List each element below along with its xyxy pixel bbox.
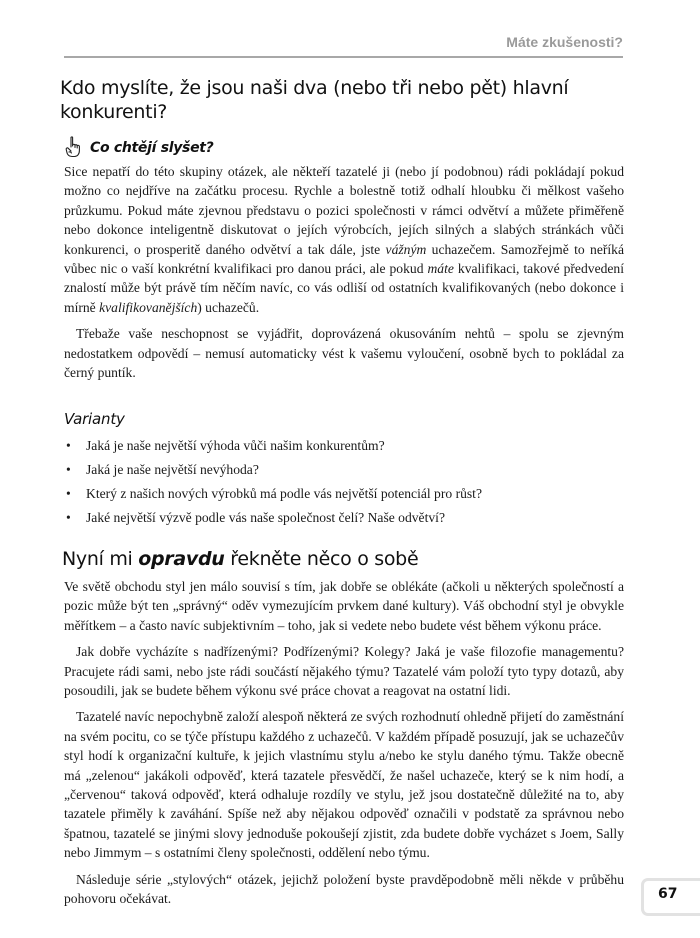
section-heading (62, 547, 624, 571)
paragraph (64, 162, 624, 317)
text-run: ) uchazečů. (197, 299, 260, 315)
emphasis: kvalifikovanějších (99, 299, 198, 315)
variants-list (64, 436, 624, 527)
header-rule (64, 56, 623, 58)
page-body (60, 76, 625, 915)
running-header-title: Máte zkušenosti? (506, 34, 623, 50)
emphasis: vážným (385, 241, 427, 257)
paragraph: Jak dobře vycházíte s nadřízenými? Podřízenými? Kolegy? Jaká je vaše filozofie managementu? Pracujete rádi sami, nebo jste rádi součástí nějakého týmu? Tazatelé vám položí tyto typy dotazů, aby posoudili, jak se budete během výkonu své práce chovat a reagovat na ostatní lidi. (64, 644, 624, 698)
paragraph: Třebaže vaše neschopnost se vyjádřit, doprovázená okusováním nehtů – spolu se zjevným nedostatkem odpovědí – nemusí automaticky vést k vašemu vyloučení, osobně bych to pokládal za černý puntík. (64, 326, 624, 381)
text-run: kvalifikaci, takové předvedení znalostí může být právě tím něčím navíc, co vás odliší od ostatních kvalifikovaných (nebo dokonce i mírně (64, 261, 625, 315)
text-run: uchazečem. Samozřejmě to neříká vůbec nic o vaší konkrétní kvalifikaci pro danou práci, ale pokud (64, 241, 624, 277)
hint-label: Co chtějí slyšet? (90, 139, 214, 156)
paragraph: Tazatelé navíc nepochybně založí alespoň některá ze svých rozhodnutí ohledně přijetí do zaměstnání na svém pocitu, co se týče přístupu každého z uchazečů. V každém případě posuzují, jak se uchazečův styl hodí k organizační kultuře, k jejich vlastnímu stylu a/nebo ke stylu daného týmu. Takže obecně má „zelenou“ jakákoli odpověď, která tazatele přesvědčí, že našel uchazeče, který se k nim hodí, a „červenou“ taková odpověď, která odhaluje rozdíly ve stylu, jež jsou dostatečně důležité na to, aby tazatele přiměly k zaváhání. Spíše než aby nějakou odpověď označili v podstatě za správnou nebo špatnou, tazatelé se jinými slovy jednoduše pokoušejí zjistit, zda budete dobře vycházet s Joem, Sally nebo Jimmym – s ostatními členy společnosti, oddělení nebo týmu. (64, 709, 624, 861)
list-item: • Jaká je naše největší nevýhoda? (64, 460, 624, 479)
list-item: • Jaké největší výzvě podle vás naše společnost čelí? Naše odvětví? (64, 508, 624, 527)
page-number: 67 (658, 886, 678, 902)
question-heading: Kdo myslíte, že jsou naši dva (nebo tři nebo pět) hlavní konkurenti? (60, 77, 569, 123)
page-number-tab (641, 878, 700, 916)
emphasis: máte (427, 261, 454, 277)
list-item: • Jaká je naše největší výhoda vůči našim konkurentům? (64, 436, 624, 455)
heading-text: řekněte něco o sobě (224, 547, 419, 570)
text-run: Sice nepatří do této skupiny otázek, ale někteří tazatelé ji (nebo jí podobnou) rádi pokládají pokud možno co nejdříve na začátku procesu. Rychle a bolestně totiž odhalí hloubku či mělkost vašeho průzkumu. Pokud máte zjevnou představu o pozici společnosti v rámci odvětví a můžete přiměřeně nebo dokonce inteligentně diskutovat o jejích výrobcích, jejích silných a slabých stránkách vůči konkurenci, o prosperitě daného odvětví a tak dále, jste (64, 164, 624, 257)
list-item: • Který z našich nových výrobků má podle vás největší potenciál pro růst? (64, 484, 624, 503)
hint-callout (64, 132, 624, 158)
paragraph: Následuje série „stylových“ otázek, jejichž položení byste pravděpodobně měli někde v průběhu pohovoru očekávat. (64, 871, 624, 906)
variants-heading: Varianty (64, 410, 125, 429)
paragraph: Ve světě obchodu styl jen málo souvisí s tím, jak dobře se oblékáte (ačkoli u některých společností a pozic může být ten „správný“ oděv vymezujícím prvkem dané kultury). Váš obchodní styl je obvykle měřítkem – a často navíc subjektivním – toho, jak si vedete nebo budete vést během výkonu práce. (64, 578, 624, 633)
heading-text: Nyní mi (62, 547, 139, 570)
heading-emphasis: opravdu (138, 547, 225, 570)
pointing-hand-icon (64, 136, 82, 158)
